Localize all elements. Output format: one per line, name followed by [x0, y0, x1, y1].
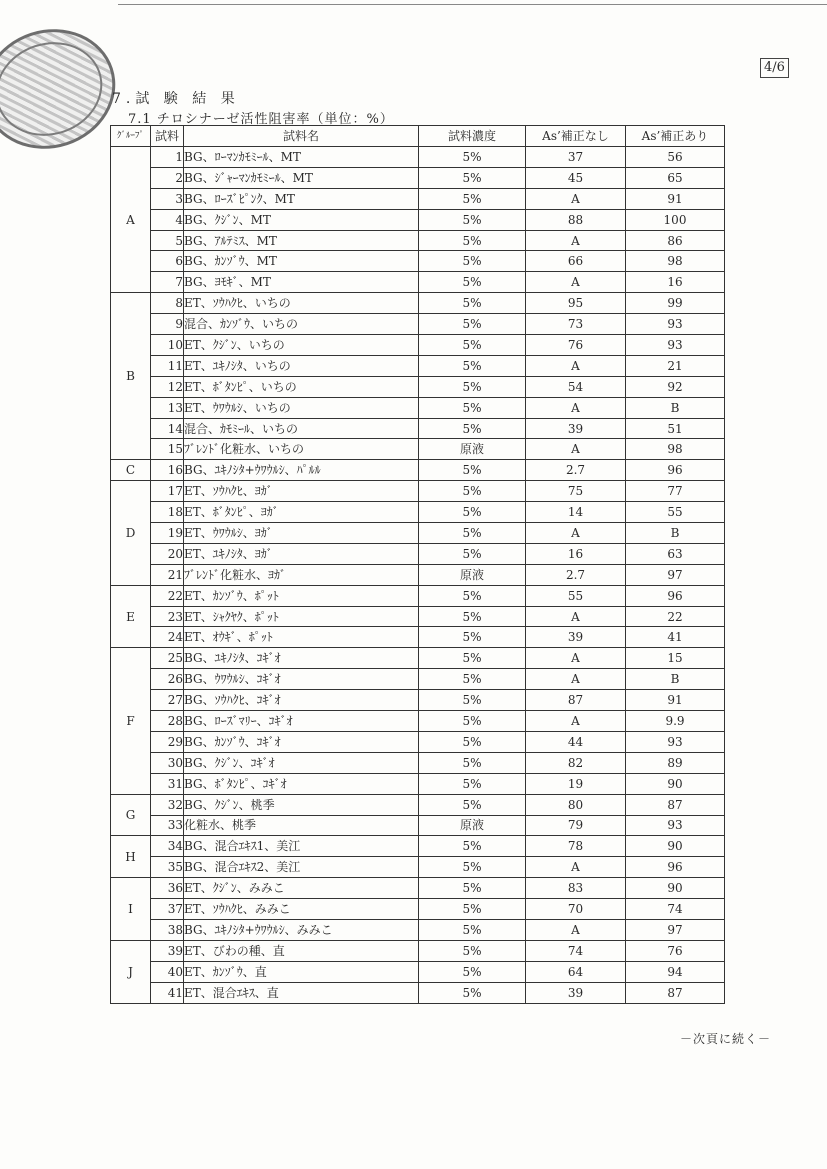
with-correction-cell: 92: [626, 376, 725, 397]
concentration-cell: 5%: [419, 690, 526, 711]
concentration-cell: 原液: [419, 815, 526, 836]
concentration-cell: 5%: [419, 314, 526, 335]
with-correction-cell: 74: [626, 899, 725, 920]
with-correction-cell: 93: [626, 314, 725, 335]
concentration-cell: 5%: [419, 752, 526, 773]
sample-name-cell: ET、ｿｳﾊｸﾋ、いちの: [184, 293, 419, 314]
sample-name-cell: ET、ｳﾜｳﾙｼ、いちの: [184, 397, 419, 418]
group-cell: D: [111, 481, 151, 585]
table-row: [111, 418, 725, 439]
group-cell: G: [111, 794, 151, 836]
sample-name-cell: ET、ｿｳﾊｸﾋ、みみこ: [184, 899, 419, 920]
group-cell: I: [111, 878, 151, 941]
no-correction-cell: A: [526, 857, 626, 878]
concentration-cell: 5%: [419, 523, 526, 544]
sample-number-cell: 19: [151, 523, 184, 544]
sample-number-cell: 3: [151, 188, 184, 209]
table-row: [111, 940, 725, 961]
concentration-cell: 5%: [419, 251, 526, 272]
table-row: [111, 272, 725, 293]
with-correction-cell: 97: [626, 564, 725, 585]
no-correction-cell: 70: [526, 899, 626, 920]
table-row: [111, 167, 725, 188]
sample-number-cell: 11: [151, 355, 184, 376]
table-row: [111, 543, 725, 564]
table-row: [111, 752, 725, 773]
sample-number-cell: 22: [151, 585, 184, 606]
header-group: ｸﾞﾙｰﾌﾟ: [111, 126, 151, 147]
with-correction-cell: 99: [626, 293, 725, 314]
table-row: [111, 439, 725, 460]
concentration-cell: 5%: [419, 481, 526, 502]
sample-name-cell: ET、ﾎﾞﾀﾝﾋﾟ、ﾖｶﾞ: [184, 502, 419, 523]
with-correction-cell: 63: [626, 543, 725, 564]
with-correction-cell: 56: [626, 147, 725, 168]
no-correction-cell: 16: [526, 543, 626, 564]
with-correction-cell: 96: [626, 857, 725, 878]
group-cell: A: [111, 147, 151, 293]
sample-name-cell: ET、ﾕｷﾉｼﾀ、ﾖｶﾞ: [184, 543, 419, 564]
group-cell: J: [111, 940, 151, 1003]
sample-number-cell: 15: [151, 439, 184, 460]
table-row: [111, 961, 725, 982]
sample-name-cell: ET、びわの種、直: [184, 940, 419, 961]
sample-name-cell: ET、ｶﾝｿﾞｳ、ﾎﾟｯﾄ: [184, 585, 419, 606]
sample-number-cell: 30: [151, 752, 184, 773]
no-correction-cell: 39: [526, 418, 626, 439]
no-correction-cell: A: [526, 439, 626, 460]
with-correction-cell: 96: [626, 585, 725, 606]
sample-number-cell: 33: [151, 815, 184, 836]
sample-name-cell: ET、ｸｼﾞﾝ、みみこ: [184, 878, 419, 899]
table-row: [111, 606, 725, 627]
sample-number-cell: 37: [151, 899, 184, 920]
concentration-cell: 5%: [419, 355, 526, 376]
concentration-cell: 5%: [419, 418, 526, 439]
concentration-cell: 5%: [419, 147, 526, 168]
sample-number-cell: 7: [151, 272, 184, 293]
concentration-cell: 5%: [419, 878, 526, 899]
sample-number-cell: 34: [151, 836, 184, 857]
with-correction-cell: 55: [626, 502, 725, 523]
with-correction-cell: 93: [626, 815, 725, 836]
header-with-correction: As’補正あり: [626, 126, 725, 147]
with-correction-cell: 91: [626, 690, 725, 711]
concentration-cell: 5%: [419, 711, 526, 732]
table-row: [111, 690, 725, 711]
header-no-correction: As’補正なし: [526, 126, 626, 147]
no-correction-cell: 39: [526, 982, 626, 1003]
sample-number-cell: 13: [151, 397, 184, 418]
sample-name-cell: BG、ｶﾝｿﾞｳ、ｺｷﾞｵ: [184, 731, 419, 752]
sample-number-cell: 36: [151, 878, 184, 899]
table-body: [111, 147, 725, 1004]
concentration-cell: 5%: [419, 899, 526, 920]
concentration-cell: 5%: [419, 167, 526, 188]
with-correction-cell: B: [626, 669, 725, 690]
sample-number-cell: 25: [151, 648, 184, 669]
sample-name-cell: ET、ｳﾜｳﾙｼ、ﾖｶﾞ: [184, 523, 419, 544]
with-correction-cell: 21: [626, 355, 725, 376]
table-row: [111, 648, 725, 669]
concentration-cell: 5%: [419, 982, 526, 1003]
sample-name-cell: BG、ｿｳﾊｸﾋ、ｺｷﾞｵ: [184, 690, 419, 711]
no-correction-cell: 2.7: [526, 460, 626, 481]
sample-name-cell: ﾌﾞﾚﾝﾄﾞ化粧水、ﾖｶﾞ: [184, 564, 419, 585]
table-row: [111, 919, 725, 940]
no-correction-cell: A: [526, 919, 626, 940]
top-border-line: [118, 4, 827, 5]
sample-number-cell: 24: [151, 627, 184, 648]
sample-number-cell: 32: [151, 794, 184, 815]
table-row: [111, 481, 725, 502]
table-row: [111, 564, 725, 585]
subsection-title: 7.1 チロシナーゼ活性阻害率（単位：%）: [128, 112, 394, 127]
sample-number-cell: 12: [151, 376, 184, 397]
sample-name-cell: BG、ｱﾙﾃﾐｽ、MT: [184, 230, 419, 251]
sample-name-cell: BG、ﾛｰｽﾞﾏﾘｰ、ｺｷﾞｵ: [184, 711, 419, 732]
with-correction-cell: 16: [626, 272, 725, 293]
no-correction-cell: 2.7: [526, 564, 626, 585]
table-row: [111, 585, 725, 606]
group-cell: E: [111, 585, 151, 648]
no-correction-cell: 83: [526, 878, 626, 899]
no-correction-cell: 66: [526, 251, 626, 272]
no-correction-cell: 14: [526, 502, 626, 523]
with-correction-cell: 94: [626, 961, 725, 982]
table-row: [111, 815, 725, 836]
no-correction-cell: A: [526, 230, 626, 251]
with-correction-cell: 93: [626, 731, 725, 752]
sample-number-cell: 5: [151, 230, 184, 251]
sample-number-cell: 9: [151, 314, 184, 335]
with-correction-cell: 96: [626, 460, 725, 481]
no-correction-cell: 78: [526, 836, 626, 857]
with-correction-cell: 93: [626, 335, 725, 356]
sample-name-cell: ET、ｶﾝｿﾞｳ、直: [184, 961, 419, 982]
with-correction-cell: 87: [626, 982, 725, 1003]
with-correction-cell: B: [626, 523, 725, 544]
sample-name-cell: ET、ｼｬｸﾔｸ、ﾎﾟｯﾄ: [184, 606, 419, 627]
no-correction-cell: 73: [526, 314, 626, 335]
no-correction-cell: A: [526, 355, 626, 376]
sample-number-cell: 31: [151, 773, 184, 794]
sample-name-cell: ET、混合ｴｷｽ、直: [184, 982, 419, 1003]
concentration-cell: 5%: [419, 335, 526, 356]
no-correction-cell: A: [526, 648, 626, 669]
sample-number-cell: 16: [151, 460, 184, 481]
concentration-cell: 5%: [419, 669, 526, 690]
sample-name-cell: BG、ﾛｰﾏﾝｶﾓﾐｰﾙ、MT: [184, 147, 419, 168]
no-correction-cell: 19: [526, 773, 626, 794]
with-correction-cell: 90: [626, 773, 725, 794]
sample-number-cell: 1: [151, 147, 184, 168]
with-correction-cell: 22: [626, 606, 725, 627]
sample-number-cell: 40: [151, 961, 184, 982]
concentration-cell: 5%: [419, 773, 526, 794]
no-correction-cell: 87: [526, 690, 626, 711]
with-correction-cell: 91: [626, 188, 725, 209]
no-correction-cell: 55: [526, 585, 626, 606]
sample-name-cell: BG、混合ｴｷｽ2、美江: [184, 857, 419, 878]
sample-name-cell: 化粧水、桃季: [184, 815, 419, 836]
sample-number-cell: 6: [151, 251, 184, 272]
table-row: [111, 209, 725, 230]
table-row: [111, 293, 725, 314]
table-row: [111, 794, 725, 815]
with-correction-cell: 98: [626, 251, 725, 272]
sample-number-cell: 4: [151, 209, 184, 230]
sample-number-cell: 41: [151, 982, 184, 1003]
sample-number-cell: 39: [151, 940, 184, 961]
concentration-cell: 5%: [419, 543, 526, 564]
sample-number-cell: 28: [151, 711, 184, 732]
table-row: [111, 731, 725, 752]
table-row: [111, 878, 725, 899]
with-correction-cell: 41: [626, 627, 725, 648]
sample-name-cell: BG、ｸｼﾞﾝ、ｺｷﾞｵ: [184, 752, 419, 773]
table-row: [111, 836, 725, 857]
with-correction-cell: 76: [626, 940, 725, 961]
table-row: [111, 523, 725, 544]
sample-number-cell: 18: [151, 502, 184, 523]
with-correction-cell: 97: [626, 919, 725, 940]
header-sample-name: 試料名: [184, 126, 419, 147]
concentration-cell: 5%: [419, 836, 526, 857]
with-correction-cell: 90: [626, 836, 725, 857]
with-correction-cell: 9.9: [626, 711, 725, 732]
concentration-cell: 5%: [419, 648, 526, 669]
no-correction-cell: 37: [526, 147, 626, 168]
sample-name-cell: BG、ｸｼﾞﾝ、桃季: [184, 794, 419, 815]
no-correction-cell: 39: [526, 627, 626, 648]
table-row: [111, 627, 725, 648]
concentration-cell: 5%: [419, 188, 526, 209]
sample-number-cell: 29: [151, 731, 184, 752]
no-correction-cell: 44: [526, 731, 626, 752]
with-correction-cell: B: [626, 397, 725, 418]
concentration-cell: 5%: [419, 293, 526, 314]
sample-number-cell: 10: [151, 335, 184, 356]
no-correction-cell: 79: [526, 815, 626, 836]
no-correction-cell: 64: [526, 961, 626, 982]
sample-name-cell: ET、ｸｼﾞﾝ、いちの: [184, 335, 419, 356]
with-correction-cell: 51: [626, 418, 725, 439]
sample-number-cell: 8: [151, 293, 184, 314]
table-row: [111, 899, 725, 920]
section-title: 7.試 験 結 果: [112, 91, 240, 107]
sample-number-cell: 17: [151, 481, 184, 502]
group-cell: B: [111, 293, 151, 460]
table-row: [111, 857, 725, 878]
with-correction-cell: 89: [626, 752, 725, 773]
no-correction-cell: 54: [526, 376, 626, 397]
continued-footer: －次頁に続く－: [680, 1032, 772, 1046]
concentration-cell: 5%: [419, 502, 526, 523]
table-row: [111, 773, 725, 794]
sample-number-cell: 23: [151, 606, 184, 627]
no-correction-cell: A: [526, 711, 626, 732]
sample-name-cell: BG、ﾕｷﾉｼﾀ+ｳﾜｳﾙｼ、みみこ: [184, 919, 419, 940]
table-row: [111, 397, 725, 418]
no-correction-cell: 74: [526, 940, 626, 961]
with-correction-cell: 90: [626, 878, 725, 899]
no-correction-cell: A: [526, 397, 626, 418]
results-table: [110, 125, 725, 1004]
with-correction-cell: 86: [626, 230, 725, 251]
with-correction-cell: 77: [626, 481, 725, 502]
sample-name-cell: BG、ﾎﾞﾀﾝﾋﾟ、ｺｷﾞｵ: [184, 773, 419, 794]
concentration-cell: 5%: [419, 627, 526, 648]
group-cell: H: [111, 836, 151, 878]
concentration-cell: 5%: [419, 272, 526, 293]
sample-name-cell: BG、ｶﾝｿﾞｳ、MT: [184, 251, 419, 272]
sample-name-cell: BG、混合ｴｷｽ1、美江: [184, 836, 419, 857]
concentration-cell: 原液: [419, 439, 526, 460]
no-correction-cell: 95: [526, 293, 626, 314]
sample-name-cell: ET、ｵｳｷﾞ、ﾎﾟｯﾄ: [184, 627, 419, 648]
concentration-cell: 5%: [419, 230, 526, 251]
sample-name-cell: BG、ﾖﾓｷﾞ、MT: [184, 272, 419, 293]
sample-number-cell: 35: [151, 857, 184, 878]
with-correction-cell: 98: [626, 439, 725, 460]
no-correction-cell: A: [526, 523, 626, 544]
no-correction-cell: 80: [526, 794, 626, 815]
group-cell: C: [111, 460, 151, 481]
sample-name-cell: BG、ﾕｷﾉｼﾀ+ｳﾜｳﾙｼ、ﾊﾟﾙﾙ: [184, 460, 419, 481]
page-number: 4/6: [760, 58, 789, 78]
sample-number-cell: 2: [151, 167, 184, 188]
table-row: [111, 335, 725, 356]
table-row: [111, 502, 725, 523]
concentration-cell: 原液: [419, 564, 526, 585]
concentration-cell: 5%: [419, 961, 526, 982]
no-correction-cell: A: [526, 606, 626, 627]
sample-name-cell: BG、ｳﾜｳﾙｼ、ｺｷﾞｵ: [184, 669, 419, 690]
table-row: [111, 669, 725, 690]
sample-number-cell: 21: [151, 564, 184, 585]
table-header-row: [111, 126, 725, 147]
no-correction-cell: A: [526, 272, 626, 293]
concentration-cell: 5%: [419, 919, 526, 940]
sample-name-cell: BG、ﾛｰｽﾞﾋﾟﾝｸ、MT: [184, 188, 419, 209]
concentration-cell: 5%: [419, 585, 526, 606]
group-cell: F: [111, 648, 151, 794]
concentration-cell: 5%: [419, 209, 526, 230]
header-concentration: 試料濃度: [419, 126, 526, 147]
table-row: [111, 230, 725, 251]
no-correction-cell: 45: [526, 167, 626, 188]
sample-name-cell: ET、ﾎﾞﾀﾝﾋﾟ、いちの: [184, 376, 419, 397]
no-correction-cell: A: [526, 188, 626, 209]
table-row: [111, 711, 725, 732]
table-row: [111, 147, 725, 168]
sample-name-cell: ﾌﾞﾚﾝﾄﾞ化粧水、いちの: [184, 439, 419, 460]
sample-name-cell: 混合、ｶﾝｿﾞｳ、いちの: [184, 314, 419, 335]
concentration-cell: 5%: [419, 940, 526, 961]
sample-name-cell: BG、ｼﾞｬｰﾏﾝｶﾓﾐｰﾙ、MT: [184, 167, 419, 188]
table-row: [111, 460, 725, 481]
sample-name-cell: BG、ｸｼﾞﾝ、MT: [184, 209, 419, 230]
with-correction-cell: 15: [626, 648, 725, 669]
no-correction-cell: 82: [526, 752, 626, 773]
concentration-cell: 5%: [419, 460, 526, 481]
sample-number-cell: 20: [151, 543, 184, 564]
sample-number-cell: 38: [151, 919, 184, 940]
table-row: [111, 314, 725, 335]
no-correction-cell: 75: [526, 481, 626, 502]
with-correction-cell: 65: [626, 167, 725, 188]
sample-name-cell: ET、ﾕｷﾉｼﾀ、いちの: [184, 355, 419, 376]
no-correction-cell: 88: [526, 209, 626, 230]
concentration-cell: 5%: [419, 606, 526, 627]
with-correction-cell: 87: [626, 794, 725, 815]
concentration-cell: 5%: [419, 731, 526, 752]
table-row: [111, 376, 725, 397]
sample-number-cell: 14: [151, 418, 184, 439]
sample-number-cell: 27: [151, 690, 184, 711]
sample-name-cell: BG、ﾕｷﾉｼﾀ、ｺｷﾞｵ: [184, 648, 419, 669]
table-row: [111, 251, 725, 272]
sample-number-cell: 26: [151, 669, 184, 690]
concentration-cell: 5%: [419, 376, 526, 397]
concentration-cell: 5%: [419, 857, 526, 878]
table-row: [111, 188, 725, 209]
table-row: [111, 355, 725, 376]
table-row: [111, 982, 725, 1003]
sample-name-cell: 混合、ｶﾓﾐｰﾙ、いちの: [184, 418, 419, 439]
concentration-cell: 5%: [419, 794, 526, 815]
with-correction-cell: 100: [626, 209, 725, 230]
concentration-cell: 5%: [419, 397, 526, 418]
sample-name-cell: ET、ｿｳﾊｸﾋ、ﾖｶﾞ: [184, 481, 419, 502]
header-sample: 試料: [151, 126, 184, 147]
no-correction-cell: 76: [526, 335, 626, 356]
no-correction-cell: A: [526, 669, 626, 690]
